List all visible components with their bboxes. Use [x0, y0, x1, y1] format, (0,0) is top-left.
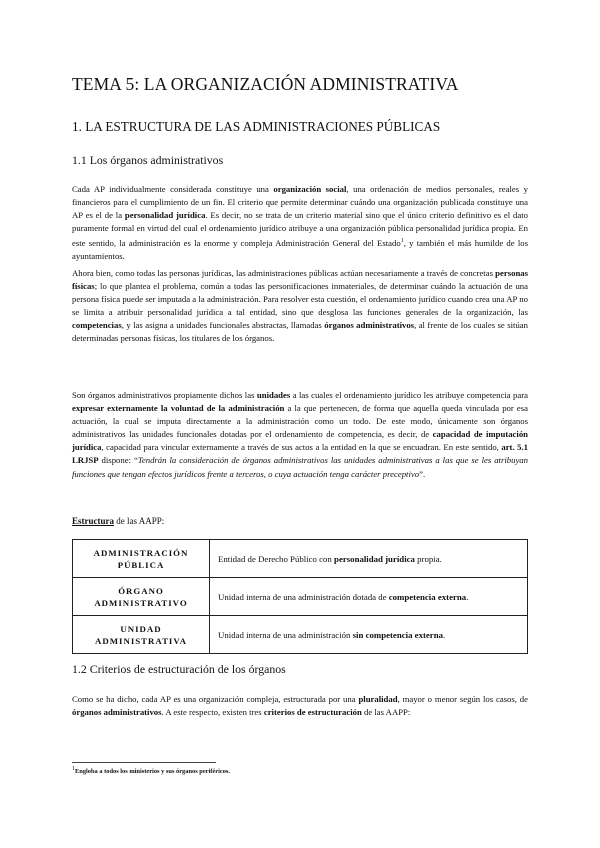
table-value-cell: Entidad de Derecho Público con personalidad jurídica propia.	[210, 540, 528, 578]
table-value-cell: Unidad interna de una administración dotada de competencia externa.	[210, 578, 528, 616]
subsection-heading-1-2: 1.2 Criterios de estructuración de los órganos	[72, 662, 286, 676]
table-key-cell: ÓRGANO ADMINISTRATIVO	[73, 578, 210, 616]
paragraph-3: Son órganos administrativos propiamente dichos las unidades a las cuales el ordenamiento jurídico les atribuye competencia para expresar externamente la voluntad de la administración a la que pertenecen, de forma que aquella queda vinculada por esa actuación, la cual se imputa directamente a la administración como un todo. De este modo, únicamente son órganos administrativos las unidades funcionales dotadas por el ordenamiento de competencia, es decir, de capacidad de imputación jurídica, capacidad para vincular externamente a través de sus actos a la entidad en la que se encuadran. En este sentido, art. 5.1 LRJSP dispone: “Tendrán la consideración de órganos administrativos las unidades administrativas a las que se les atribuyan funciones que tengan efectos jurídicos frente a terceros, o cuya actuación tenga carácter preceptivo”.	[72, 390, 529, 479]
table-row	[73, 578, 528, 616]
footnote: $^1$Engloba a todos los ministerios y sus órganos periféricos.	[72, 766, 230, 776]
document-title: TEMA 5: LA ORGANIZACIÓN ADMINISTRATIVA	[72, 74, 459, 94]
structure-table	[72, 539, 528, 654]
footnote-divider	[72, 762, 216, 763]
footnote-ref: 1	[400, 238, 404, 245]
subsection-heading-1-1: 1.1 Los órganos administrativos	[72, 153, 224, 167]
table-row	[73, 616, 528, 654]
section-heading-1: 1. LA ESTRUCTURA DE LAS ADMINISTRACIONES PÚBLICAS	[72, 119, 441, 134]
table-key-cell: UNIDAD ADMINISTRATIVA	[73, 616, 210, 654]
table-row	[73, 540, 528, 578]
paragraph-1: Cada AP individualmente considerada constituye una organización social, una ordenación de medios personales, reales y financieros para el cumplimiento de un fin. El criterio que permite determinar cuándo una organización publicada constituye una AP es el de la personalidad jurídica. Es decir, no se trata de un criterio material sino que el único criterio definitivo es el dato puramente formal en virtud del cual el ordenamiento jurídico atribuye a una organización pública personalidad jurídica propia. En este sentido, la administración es la enorme y compleja Administración General del Estado$^1$, y también el más humilde de los ayuntamientos.	[72, 184, 529, 262]
structure-label: Estructura de las AAPP:	[72, 516, 165, 526]
table-value-cell: Unidad interna de una administración sin competencia externa.	[210, 616, 528, 654]
table-key-cell: ADMINISTRACIÓN PÚBLICA	[73, 540, 210, 578]
paragraph-2: Ahora bien, como todas las personas jurídicas, las administraciones públicas actúan necesariamente a través de concretas personas físicas; lo que plantea el problema, común a todas las personificaciones inmateriales, de determinar cuándo la actuación de una persona física puede ser imputada a la administración. Para resolver esta cuestión, el ordenamiento jurídico cuando crea una AP no se limita a atribuir personalidad jurídica a tal entidad, sino que desglosa las funciones generales de la organización, las competencias, y las asigna a unidades funcionales abstractas, llamadas órganos administrativos, al frente de los cuales se sitúan determinadas personas físicas, los titulares de los órganos.	[72, 268, 528, 344]
paragraph-4: Como se ha dicho, cada AP es una organización compleja, estructurada por una pluralidad, mayor o menor según los casos, de órganos administrativos. A este respecto, existen tres criterios de estructuración de las AAPP:	[72, 694, 529, 718]
